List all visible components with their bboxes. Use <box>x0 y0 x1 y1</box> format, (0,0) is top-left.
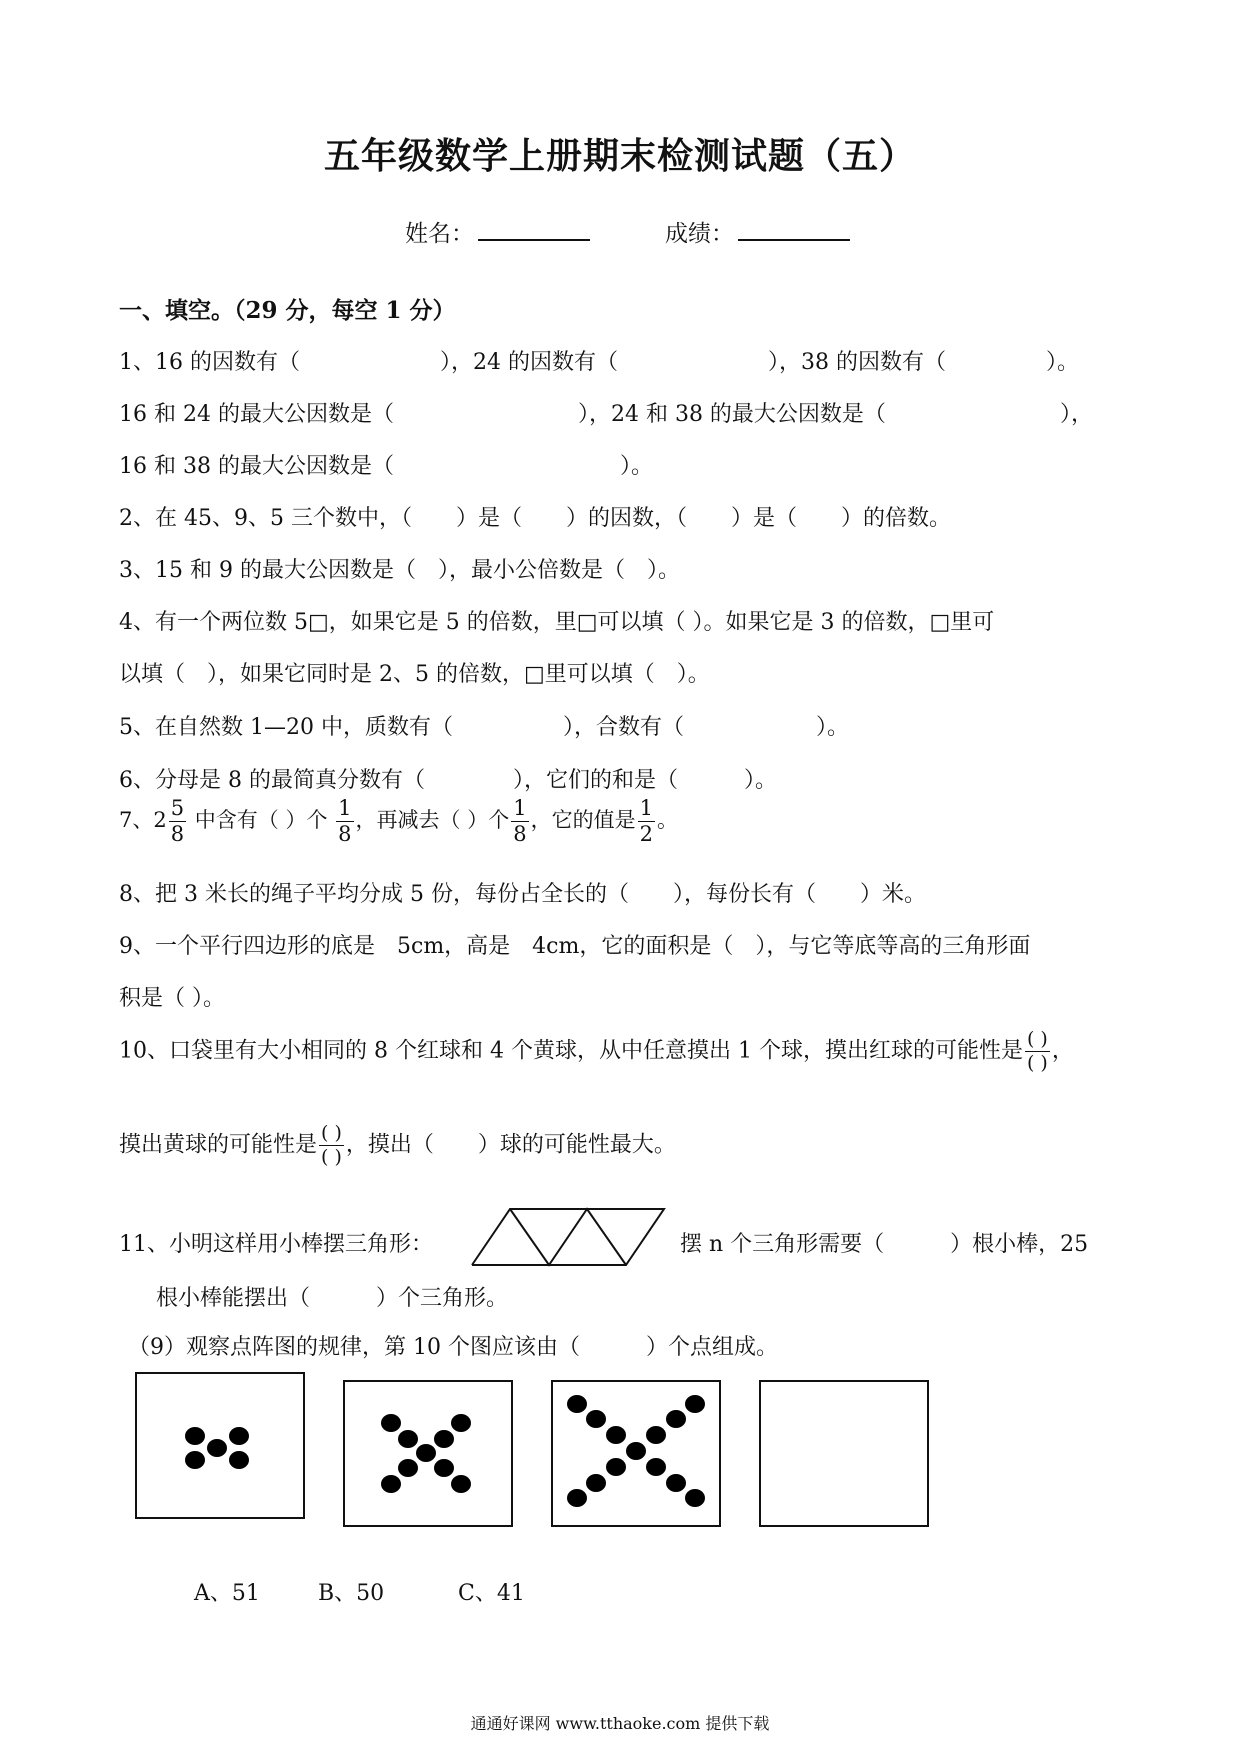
q7-mixed-fraction: $\frac{5}{8}$ <box>170 796 185 846</box>
dot <box>207 1439 227 1457</box>
q7-prefix: 7、2 <box>119 808 167 832</box>
question-2: 2、在 45、9、5 三个数中，（ ）是（ ）的因数，（ ）是（ ）的倍数。 <box>119 506 951 531</box>
q7-fraction-2: $\frac{1}{8}$ <box>513 796 527 846</box>
dot <box>434 1459 454 1477</box>
dot-pattern-3 <box>551 1380 721 1527</box>
question-11-text-b: 摆 n 个三角形需要（ ）根小棒，25 <box>680 1232 1089 1257</box>
q1-text-a4: ）。 <box>1046 350 1080 375</box>
dot <box>185 1427 205 1445</box>
triangle-sticks-figure <box>470 1207 670 1267</box>
q10-text-1: 10、口袋里有大小相同的 8 个红球和 4 个黄球，从中任意摸出 1 个球，摸出红球的可能性是 <box>119 1038 1023 1064</box>
dot <box>451 1475 471 1493</box>
name-blank <box>478 217 590 241</box>
q7-fraction-1: $\frac{1}{8}$ <box>338 796 352 846</box>
dot <box>567 1395 587 1413</box>
q10-fraction-yellow: $\frac{( )}{( )}$ <box>321 1122 342 1168</box>
q10-text-2b: ，摸出（ ）球的可能性最大。 <box>345 1132 676 1158</box>
q1-text-a1: 1、16 的因数有（ <box>119 350 300 375</box>
q10-fraction-red: $\frac{( )}{( )}$ <box>1026 1028 1048 1074</box>
question-9-line-1: 9、一个平行四边形的底是 5cm，高是 4cm，它的面积是（ ），与它等底等高的三角形面 <box>119 934 1031 959</box>
name-label: 姓名： <box>405 221 474 247</box>
footer-source: 通通好课网 www.tthaoke.com 提供下载 <box>470 1714 770 1733</box>
dot <box>586 1410 606 1428</box>
score-field <box>665 215 850 248</box>
dot <box>606 1426 626 1444</box>
dot <box>626 1442 646 1460</box>
question-11-line-2: 根小棒能摆出（ ）个三角形。 <box>156 1286 509 1311</box>
question-1-line-1 <box>119 345 1079 376</box>
question-1-line-3 <box>119 449 653 480</box>
option-a: A、51 <box>194 1581 260 1606</box>
question-12: （9）观察点阵图的规律，第 10 个图应该由（ ）个点组成。 <box>128 1335 778 1360</box>
score-blank <box>738 217 850 241</box>
question-11-text-a: 11、小明这样用小棒摆三角形： <box>119 1232 433 1257</box>
dot <box>567 1489 587 1507</box>
dot <box>381 1414 401 1432</box>
dot <box>586 1474 606 1492</box>
question-4-line-1: 4、有一个两位数 5□，如果它是 5 的倍数，里□可以填（ ）。如果它是 3 的倍数，□里可 <box>119 610 995 635</box>
dot <box>229 1427 249 1445</box>
dot <box>685 1395 705 1413</box>
q7-text-3: ，它的值是 <box>530 808 636 832</box>
dot <box>666 1410 686 1428</box>
dot <box>666 1474 686 1492</box>
question-4-line-2: 以填（ ），如果它同时是 2、5 的倍数，□里可以填（ ）。 <box>119 662 710 687</box>
name-field <box>405 215 590 248</box>
question-7 <box>119 798 678 845</box>
dot <box>451 1414 471 1432</box>
dot <box>229 1451 249 1469</box>
dot <box>185 1451 205 1469</box>
dot <box>646 1458 666 1476</box>
question-10-line-1 <box>119 1030 1074 1073</box>
q1-text-b1: 16 和 24 的最大公因数是（ <box>119 402 394 427</box>
q1-text-a3: ），38 的因数有（ <box>768 350 946 375</box>
option-b: B、50 <box>318 1581 385 1606</box>
page-title: 五年级数学上册期末检测试题（五） <box>323 135 916 177</box>
dot-pattern-2 <box>343 1380 513 1527</box>
q10-comma: ， <box>1051 1038 1074 1064</box>
q10-text-2a: 摸出黄球的可能性是 <box>119 1132 318 1158</box>
q1-text-c2: ）。 <box>619 454 653 479</box>
q1-text-b3: ）， <box>1059 402 1093 427</box>
q1-text-a2: ），24 的因数有（ <box>440 350 618 375</box>
question-10-line-2 <box>119 1124 676 1167</box>
dot <box>434 1430 454 1448</box>
q7-text-2: ，再减去（ ）个 <box>355 808 510 832</box>
option-c: C、41 <box>458 1581 525 1606</box>
score-label: 成绩： <box>665 221 734 247</box>
section-heading: 一、填空。（29 分，每空 1 分） <box>119 297 456 324</box>
q7-text-1: 中含有（ ）个 <box>188 808 335 832</box>
q1-text-b2: ），24 和 38 的最大公因数是（ <box>577 402 886 427</box>
dot <box>416 1444 436 1462</box>
dot <box>398 1430 418 1448</box>
dot-pattern-4-empty <box>759 1380 929 1527</box>
dot-pattern-1 <box>135 1372 305 1519</box>
question-6: 6、分母是 8 的最简真分数有（ ），它们的和是（ ）。 <box>119 768 777 793</box>
question-3: 3、15 和 9 的最大公因数是（ ），最小公倍数是（ ）。 <box>119 558 680 583</box>
dot <box>398 1459 418 1477</box>
q1-text-c1: 16 和 38 的最大公因数是（ <box>119 454 394 479</box>
question-1-line-2 <box>119 397 1093 428</box>
dot <box>646 1426 666 1444</box>
q7-fraction-3: $\frac{1}{2}$ <box>639 796 653 846</box>
q7-text-4: 。 <box>656 808 678 832</box>
question-8: 8、把 3 米长的绳子平均分成 5 份，每份占全长的（ ），每份长有（ ）米。 <box>119 882 926 907</box>
dot <box>381 1475 401 1493</box>
question-5: 5、在自然数 1—20 中，质数有（ ），合数有（ ）。 <box>119 715 849 740</box>
question-9-line-2: 积是（ ）。 <box>119 986 225 1011</box>
dot <box>685 1489 705 1507</box>
dot <box>606 1458 626 1476</box>
